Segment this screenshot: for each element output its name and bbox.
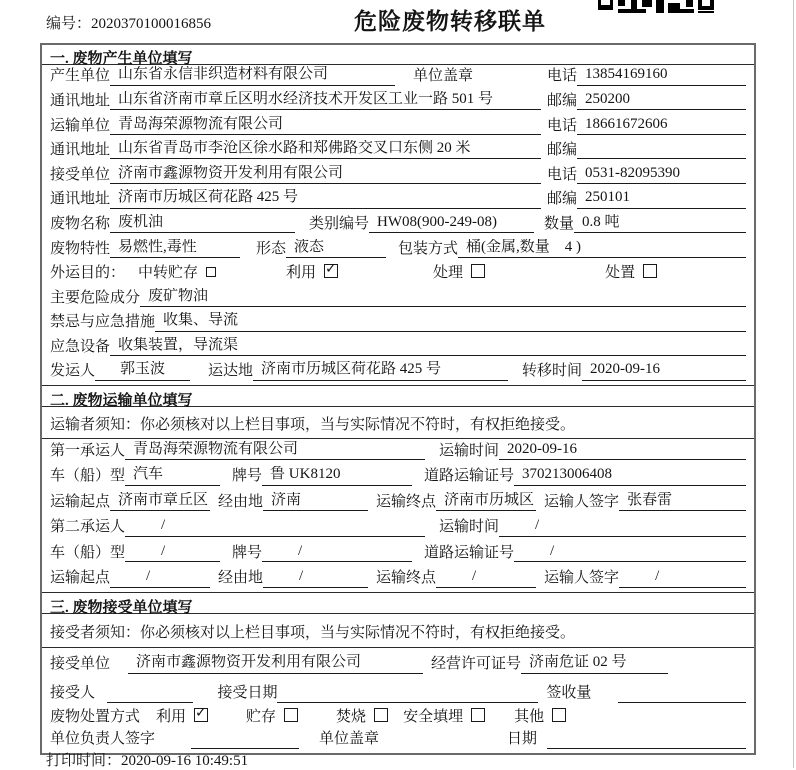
origin1-value: 济南市章丘区 — [110, 492, 210, 511]
accept-date-label: 接受日期 — [217, 685, 278, 702]
road-license2-value: / — [514, 543, 746, 562]
receiver-address-value: 济南市历城区荷花路 425 号 — [110, 189, 541, 208]
plate2-label: 牌号 — [232, 544, 263, 561]
row-vehicle2 — [42, 541, 754, 567]
state-value: 液态 — [286, 239, 386, 258]
quantity-label: 数量 — [544, 215, 575, 232]
row-taboo-measures — [42, 311, 754, 336]
permit-label: 经营许可证号 — [431, 656, 522, 673]
transporter-value: 青岛海荣源物流有限公司 — [110, 116, 541, 135]
disposal-utilize-checkbox — [194, 708, 208, 722]
packing-label: 包装方式 — [398, 240, 459, 257]
category-label: 类别编号 — [309, 215, 370, 232]
time1-value: 2020-09-16 — [499, 441, 746, 460]
hazard-value: 废矿物油 — [140, 288, 746, 307]
via2-value: / — [263, 568, 368, 587]
producer-address-label: 通讯地址 — [50, 92, 111, 109]
checkbox-label: 利用 — [156, 709, 187, 726]
waste-name-label: 废物名称 — [50, 215, 111, 232]
receiver-phone-label: 电话 — [547, 166, 578, 183]
disposal-store-checkbox — [284, 708, 298, 722]
transfer-time-value: 2020-09-16 — [582, 361, 746, 380]
transporter-address-label: 通讯地址 — [50, 142, 111, 159]
receiver-zip-label: 邮编 — [547, 191, 578, 208]
row-vehicle1 — [42, 464, 754, 490]
taboo-label: 禁忌与应急措施 — [50, 314, 156, 331]
road-license1-label: 道路运输证号 — [424, 468, 515, 485]
destination-label: 运达地 — [208, 363, 254, 380]
purpose-label: 外运目的： — [50, 265, 126, 282]
producer-label: 产生单位 — [50, 68, 111, 85]
section3-heading: 三. 废物接受单位填写 — [42, 592, 754, 614]
receiver-address-label: 通讯地址 — [50, 191, 111, 208]
via1-value: 济南 — [263, 492, 368, 511]
dispose-checkbox — [643, 264, 657, 278]
packing-value: 桶(金属,数量 4 ) — [458, 239, 746, 258]
transporter-label: 运输单位 — [50, 117, 111, 134]
received-amount-value — [618, 701, 746, 703]
transit-storage-checkbox — [206, 267, 216, 277]
terminal1-value: 济南市历城区 — [436, 492, 536, 511]
transporter-phone-value: 18661672606 — [577, 116, 746, 135]
print-time-value: 2020-09-16 10:49:51 — [121, 753, 249, 769]
doc-number-value: 2020370100016856 — [91, 16, 212, 32]
purpose-option-dispose — [605, 264, 657, 282]
receiver-value: 济南市鑫源物资开发利用有限公司 — [110, 165, 541, 184]
vehicle1-value: 汽车 — [125, 466, 220, 485]
transporter-notice: 运输者须知：你必须核对以上栏目事项，当与实际情况不符时，有权拒绝接受。 — [42, 407, 754, 439]
accept-unit-label: 接受单位 — [50, 656, 111, 673]
row-route1 — [42, 490, 754, 516]
date-label: 日期 — [507, 731, 538, 748]
manager-sign-label: 单位负责人签字 — [50, 731, 156, 748]
via1-label: 经由地 — [218, 493, 264, 510]
utilize-checkbox — [324, 264, 338, 278]
received-amount-label: 签收量 — [546, 685, 592, 702]
row-producer — [42, 65, 754, 90]
checkbox-label: 处置 — [605, 265, 636, 282]
time2-label: 运输时间 — [439, 519, 500, 536]
accept-unit-value: 济南市鑫源物资开发利用有限公司 — [128, 654, 423, 673]
disposal-other-checkbox — [552, 708, 566, 722]
disposal-option-utilize — [156, 708, 208, 726]
receiver-label: 接受单位 — [50, 166, 111, 183]
transporter-zip-label: 邮编 — [547, 142, 578, 159]
origin2-label: 运输起点 — [50, 570, 111, 587]
row-route2 — [42, 566, 754, 592]
producer-value: 山东省永信非织造材料有限公司 — [110, 66, 395, 85]
producer-address-value: 山东省济南市章丘区明水经济技术开发区工业一路 501 号 — [110, 91, 541, 110]
terminal2-label: 运输终点 — [376, 570, 437, 587]
acceptor-value — [107, 701, 193, 703]
carrier1-value: 青岛海荣源物流有限公司 — [125, 441, 425, 460]
state-label: 形态 — [256, 240, 287, 257]
accept-date-value — [277, 701, 538, 703]
purpose-option-treat — [433, 264, 485, 282]
treat-checkbox — [471, 264, 485, 278]
terminal1-label: 运输终点 — [376, 493, 437, 510]
disposal-option-other — [514, 708, 566, 726]
row-acceptor — [42, 678, 754, 707]
date-value — [547, 747, 746, 749]
plate1-label: 牌号 — [232, 468, 263, 485]
row-transporter — [42, 114, 754, 139]
vehicle2-value: / — [125, 543, 220, 562]
receiver-phone-value: 0531-82095390 — [577, 165, 746, 184]
origin1-label: 运输起点 — [50, 493, 111, 510]
manifest-form — [40, 43, 756, 755]
disposal-label: 废物处置方式 — [50, 709, 141, 726]
disposal-option-incinerate — [336, 708, 388, 726]
row-shipper — [42, 360, 754, 385]
section2-heading: 二. 废物运输单位填写 — [42, 385, 754, 407]
purpose-option-transit-storage — [138, 265, 216, 282]
road-license1-value: 370213006408 — [514, 466, 746, 485]
quantity-value: 0.8 吨 — [574, 214, 746, 233]
row-transporter-address — [42, 139, 754, 164]
row-producer-address — [42, 90, 754, 115]
time2-value: / — [499, 517, 746, 536]
row-receiver-address — [42, 188, 754, 213]
disposal-incinerate-checkbox — [374, 708, 388, 722]
checkbox-label: 其他 — [514, 709, 545, 726]
section-receiver — [42, 592, 754, 753]
checkbox-label: 处理 — [433, 265, 464, 282]
producer-phone-label: 电话 — [547, 68, 578, 85]
purpose-option-utilize — [286, 264, 338, 282]
producer-phone-value: 13854169160 — [577, 66, 746, 85]
terminal2-value: / — [436, 568, 536, 587]
category-value: HW08(900-249-08) — [369, 214, 534, 233]
producer-zip-label: 邮编 — [547, 92, 578, 109]
unit-seal-label: 单位盖章 — [413, 68, 474, 85]
row-carrier2 — [42, 515, 754, 541]
receiver-notice: 接受者须知：你必须核对以上栏目事项，当与实际情况不符时，有权拒绝接受。 — [42, 614, 754, 648]
row-disposal-method — [42, 707, 754, 731]
print-time — [46, 749, 248, 770]
sign1-label: 运输人签字 — [544, 493, 620, 510]
row-emergency-equipment — [42, 336, 754, 361]
shipper-value: 郭玉波 — [95, 361, 190, 380]
disposal-option-landfill — [403, 708, 485, 726]
sign1-value: 张春雷 — [619, 492, 746, 511]
plate2-value: / — [262, 543, 412, 562]
carrier1-label: 第一承运人 — [50, 442, 126, 459]
origin2-value: / — [110, 568, 210, 587]
transfer-time-label: 转移时间 — [522, 363, 583, 380]
trait-value: 易燃性,毒性 — [110, 239, 240, 258]
disposal-landfill-checkbox — [471, 708, 485, 722]
trait-label: 废物特性 — [50, 240, 111, 257]
destination-value: 济南市历城区荷花路 425 号 — [253, 361, 508, 380]
vehicle1-label: 车（船）型 — [50, 468, 126, 485]
section-producer — [42, 45, 754, 385]
print-time-label: 打印时间： — [46, 753, 122, 769]
checkbox-label: 利用 — [286, 265, 317, 282]
plate1-value: 鲁 UK8120 — [262, 466, 412, 485]
page-title: 危险废物转移联单 — [354, 9, 546, 34]
acceptor-label: 接受人 — [50, 685, 96, 702]
sign2-value: / — [619, 568, 746, 587]
checkbox-label: 中转贮存 — [138, 265, 199, 282]
doc-number-label: 编号： — [46, 16, 92, 32]
transporter-phone-label: 电话 — [547, 117, 578, 134]
row-hazard-component — [42, 286, 754, 311]
checkbox-label: 贮存 — [246, 709, 277, 726]
equipment-label: 应急设备 — [50, 338, 111, 355]
sign2-label: 运输人签字 — [544, 570, 620, 587]
qr-code-fragment — [598, 0, 718, 18]
taboo-value: 收集、导流 — [155, 312, 746, 331]
carrier2-value: / — [125, 517, 425, 536]
section1-heading: 一. 废物产生单位填写 — [42, 45, 754, 65]
vehicle2-label: 车（船）型 — [50, 544, 126, 561]
equipment-value: 收集装置，导流渠 — [110, 337, 746, 356]
receiver-zip-value: 250101 — [577, 189, 746, 208]
row-waste-trait — [42, 237, 754, 262]
row-carrier1 — [42, 439, 754, 465]
via2-label: 经由地 — [218, 570, 264, 587]
time1-label: 运输时间 — [439, 442, 500, 459]
unit-seal2-label: 单位盖章 — [319, 731, 380, 748]
checkbox-label: 安全填埋 — [403, 709, 464, 726]
row-receiver — [42, 163, 754, 188]
section-transporter — [42, 385, 754, 592]
shipper-label: 发运人 — [50, 363, 96, 380]
hazard-label: 主要危险成分 — [50, 289, 141, 306]
row-accept-unit — [42, 648, 754, 678]
transporter-address-value: 山东省青岛市李沧区徐水路和郑佛路交叉口东侧 20 米 — [110, 140, 541, 159]
row-transport-purpose — [42, 262, 754, 287]
producer-zip-value: 250200 — [577, 91, 746, 110]
disposal-option-store — [246, 708, 298, 726]
checkbox-label: 焚烧 — [336, 709, 367, 726]
road-license2-label: 道路运输证号 — [424, 544, 515, 561]
waste-name-value: 废机油 — [110, 214, 295, 233]
carrier2-label: 第二承运人 — [50, 519, 126, 536]
row-waste-name — [42, 213, 754, 238]
permit-value: 济南危证 02 号 — [521, 654, 668, 673]
transporter-zip-value — [577, 157, 746, 159]
window-right-edge — [793, 0, 794, 768]
